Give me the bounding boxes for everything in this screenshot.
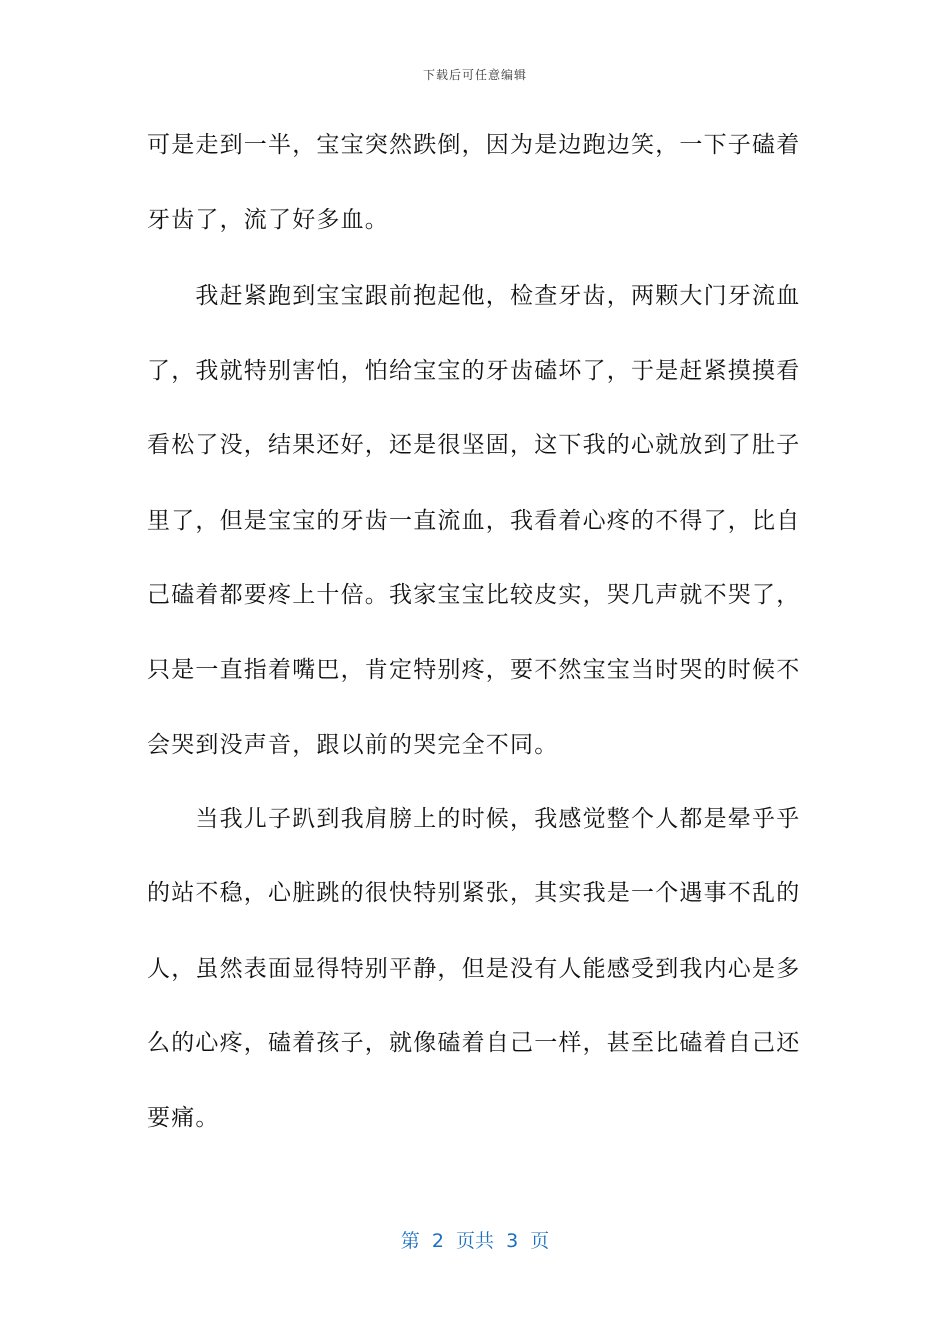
page-number-footer: 第 2 页共 3 页 bbox=[400, 1230, 550, 1252]
text-line: 里了，但是宝宝的牙齿一直流血，我看着心疼的不得了，比自 bbox=[147, 508, 801, 534]
text-line: 看松了没，结果还好，还是很坚固，这下我的心就放到了肚子 bbox=[147, 432, 801, 458]
text-line: 的站不稳，心脏跳的很快特别紧张，其实我是一个遇事不乱的 bbox=[147, 880, 801, 906]
text-line: 么的心疼，磕着孩子，就像磕着自己一样，甚至比磕着自己还 bbox=[147, 1030, 801, 1056]
text-line: 了，我就特别害怕，怕给宝宝的牙齿磕坏了，于是赶紧摸摸看 bbox=[147, 358, 801, 384]
text-line: 只是一直指着嘴巴，肯定特别疼，要不然宝宝当时哭的时候不 bbox=[147, 657, 801, 683]
text-line: 会哭到没声音，跟以前的哭完全不同。 bbox=[147, 732, 559, 758]
text-line: 当我儿子趴到我肩膀上的时候，我感觉整个人都是晕乎乎 bbox=[147, 806, 801, 832]
text-line: 牙齿了，流了好多血。 bbox=[147, 207, 389, 233]
text-line: 我赶紧跑到宝宝跟前抱起他，检查牙齿，两颗大门牙流血 bbox=[147, 283, 801, 309]
text-line: 要痛。 bbox=[147, 1105, 220, 1131]
text-line: 人，虽然表面显得特别平静，但是没有人能感受到我内心是多 bbox=[147, 956, 801, 982]
text-line: 可是走到一半，宝宝突然跌倒，因为是边跑边笑，一下子磕着 bbox=[147, 132, 801, 158]
text-line: 己磕着都要疼上十倍。我家宝宝比较皮实，哭几声就不哭了， bbox=[147, 582, 801, 608]
header-note: 下载后可任意编辑 bbox=[422, 68, 527, 82]
